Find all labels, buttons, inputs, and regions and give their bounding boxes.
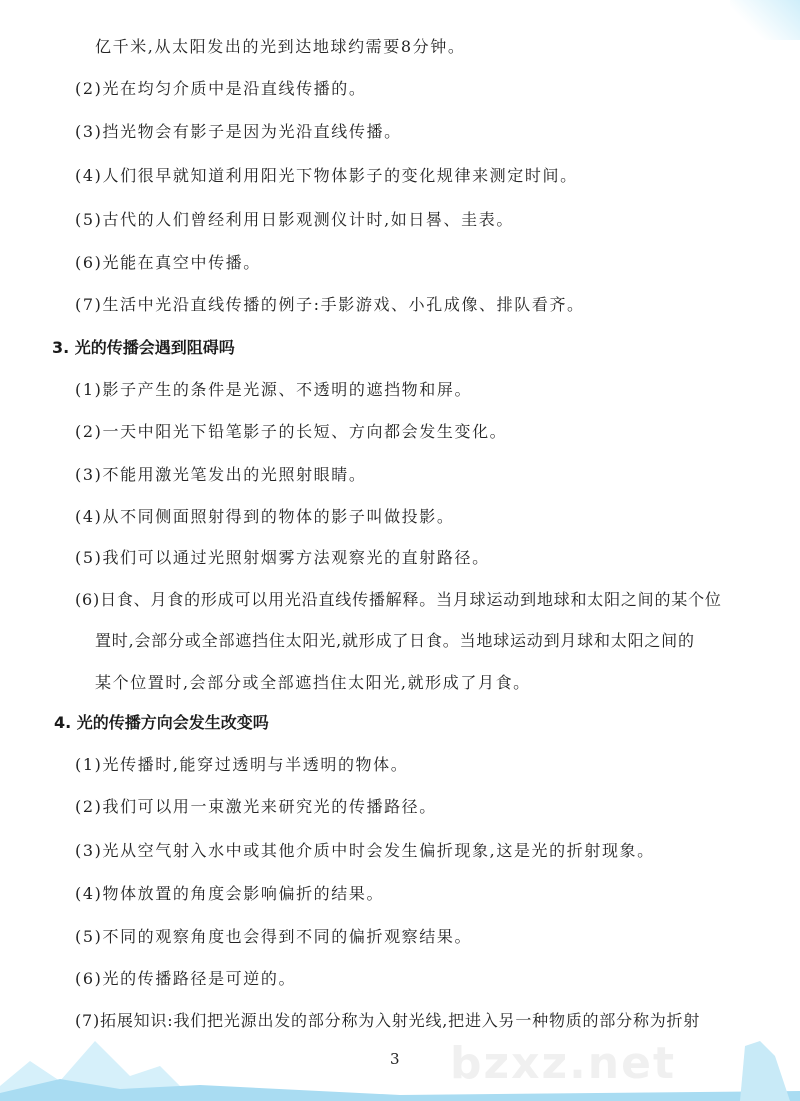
list-item: (7)生活中光沿直线传播的例子:手影游戏、小孔成像、排队看齐。: [75, 295, 585, 314]
list-item: (7)拓展知识:我们把光源出发的部分称为入射光线,把进入另一种物质的部分称为折射: [75, 1011, 701, 1030]
list-item: (2)我们可以用一束激光来研究光的传播路径。: [75, 797, 437, 816]
paragraph-continuation: 亿千米,从太阳发出的光到达地球约需要8分钟。: [95, 37, 466, 56]
list-item: (5)我们可以通过光照射烟雾方法观察光的直射路径。: [75, 548, 490, 567]
decorative-corner: [730, 0, 800, 40]
list-item: (4)从不同侧面照射得到的物体的影子叫做投影。: [75, 507, 455, 526]
list-item: (5)不同的观察角度也会得到不同的偏折观察结果。: [75, 927, 473, 946]
watermark: bzxz.net: [450, 1038, 677, 1089]
list-item-continuation: 置时,会部分或全部遮挡住太阳光,就形成了日食。当地球运动到月球和太阳之间的: [95, 631, 695, 650]
list-item: (2)一天中阳光下铅笔影子的长短、方向都会发生变化。: [75, 422, 508, 441]
section-heading: 4. 光的传播方向会发生改变吗: [54, 713, 269, 732]
list-item: (4)物体放置的角度会影响偏折的结果。: [75, 884, 385, 903]
list-item: (1)光传播时,能穿过透明与半透明的物体。: [75, 755, 409, 774]
list-item: (2)光在均匀介质中是沿直线传播的。: [75, 79, 367, 98]
list-item: (3)不能用激光笔发出的光照射眼睛。: [75, 465, 367, 484]
list-item-continuation: 某个位置时,会部分或全部遮挡住太阳光,就形成了月食。: [95, 673, 531, 692]
page-number: 3: [390, 1050, 400, 1068]
list-item: (3)挡光物会有影子是因为光沿直线传播。: [75, 122, 402, 141]
section-heading: 3. 光的传播会遇到阻碍吗: [52, 338, 235, 357]
list-item: (6)光能在真空中传播。: [75, 253, 261, 272]
list-item: (6)光的传播路径是可逆的。: [75, 969, 297, 988]
list-item: (1)影子产生的条件是光源、不透明的遮挡物和屏。: [75, 380, 473, 399]
list-item: (6)日食、月食的形成可以用光沿直线传播解释。当月球运动到地球和太阳之间的某个位: [75, 590, 722, 609]
list-item: (5)古代的人们曾经利用日影观测仪计时,如日晷、圭表。: [75, 210, 514, 229]
mountain-decoration: [0, 1041, 800, 1101]
list-item: (4)人们很早就知道利用阳光下物体影子的变化规律来测定时间。: [75, 166, 578, 185]
list-item: (3)光从空气射入水中或其他介质中时会发生偏折现象,这是光的折射现象。: [75, 841, 655, 860]
